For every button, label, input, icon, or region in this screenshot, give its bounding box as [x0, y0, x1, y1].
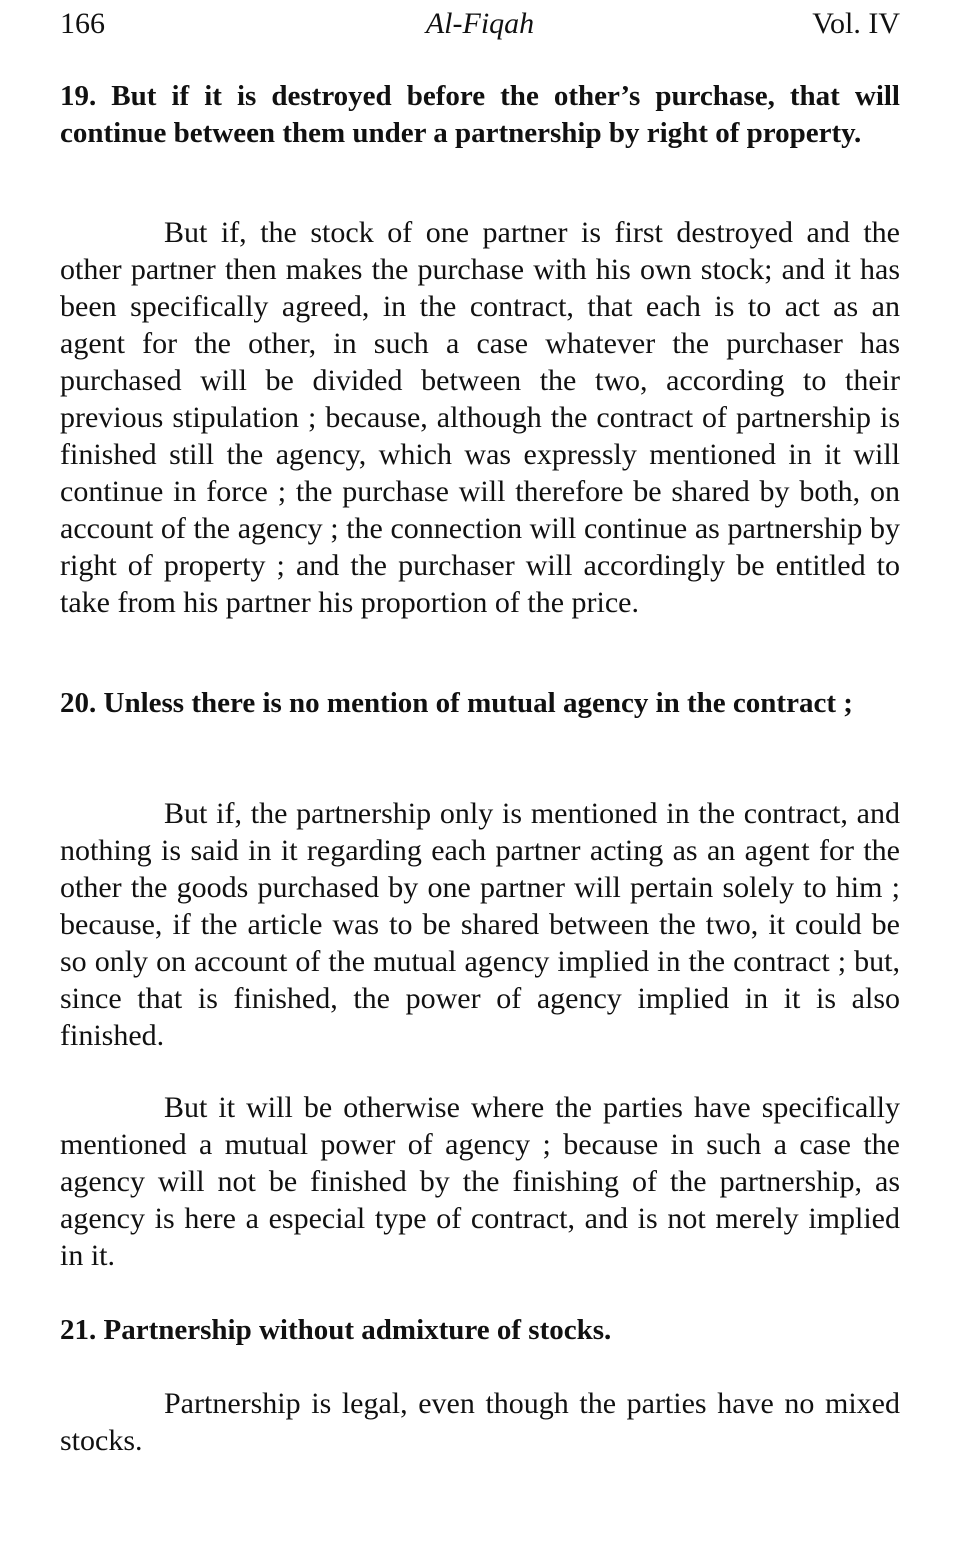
running-header: [60, 4, 900, 44]
section-20-paragraph-2: But it will be otherwise where the parties have specifically mentioned a mutual power of agency ; because in such a case the agency will not be finished by the finishing of the partnership, as agency is here a especial type of contract, and is not merely implied in it.: [60, 1091, 900, 1272]
section-21-paragraph-1: Partnership is legal, even though the parties have no mixed stocks.: [60, 1387, 900, 1457]
section-20-heading: 20. Unless there is no mention of mutual agency in the contract ;: [60, 687, 853, 719]
section-19-heading: 19. But if it is destroyed before the other’s purchase, that will continue between them under a partnership by right of property.: [60, 80, 900, 149]
book-title: Al-Fiqah: [425, 7, 535, 40]
section-19-paragraph-1: But if, the stock of one partner is first destroyed and the other partner then makes the purchase with his own stock; and it has been specifically agreed, in the contract, that each is to act as an agent for the other, in such a case whatever the purchaser has purchased will be divided between the two, according to their previous stipulation ; because, although the contract of partnership is finished still the agency, which was expressly mentioned in it will continue in force ; the purchase will therefore be shared by both, on account of the agency ; the connection will continue as partnership by right of property ; and the purchaser will accordingly be entitled to take from his partner his proportion of the price.: [60, 216, 900, 619]
section-21-heading: 21. Partnership without admixture of stocks.: [60, 1314, 612, 1346]
page-number: 166: [60, 7, 105, 40]
volume-label: Vol. IV: [812, 7, 900, 40]
section-20-paragraph-1: But if, the partnership only is mentioned in the contract, and nothing is said in it regarding each partner acting as an agent for the other the goods purchased by one partner will pertain solely to him ; because, if the article was to be shared between the two, it could be so only on account of the mutual agency implied in the contract ; but, since that is finished, the power of agency implied in it is also finished.: [60, 797, 900, 1052]
